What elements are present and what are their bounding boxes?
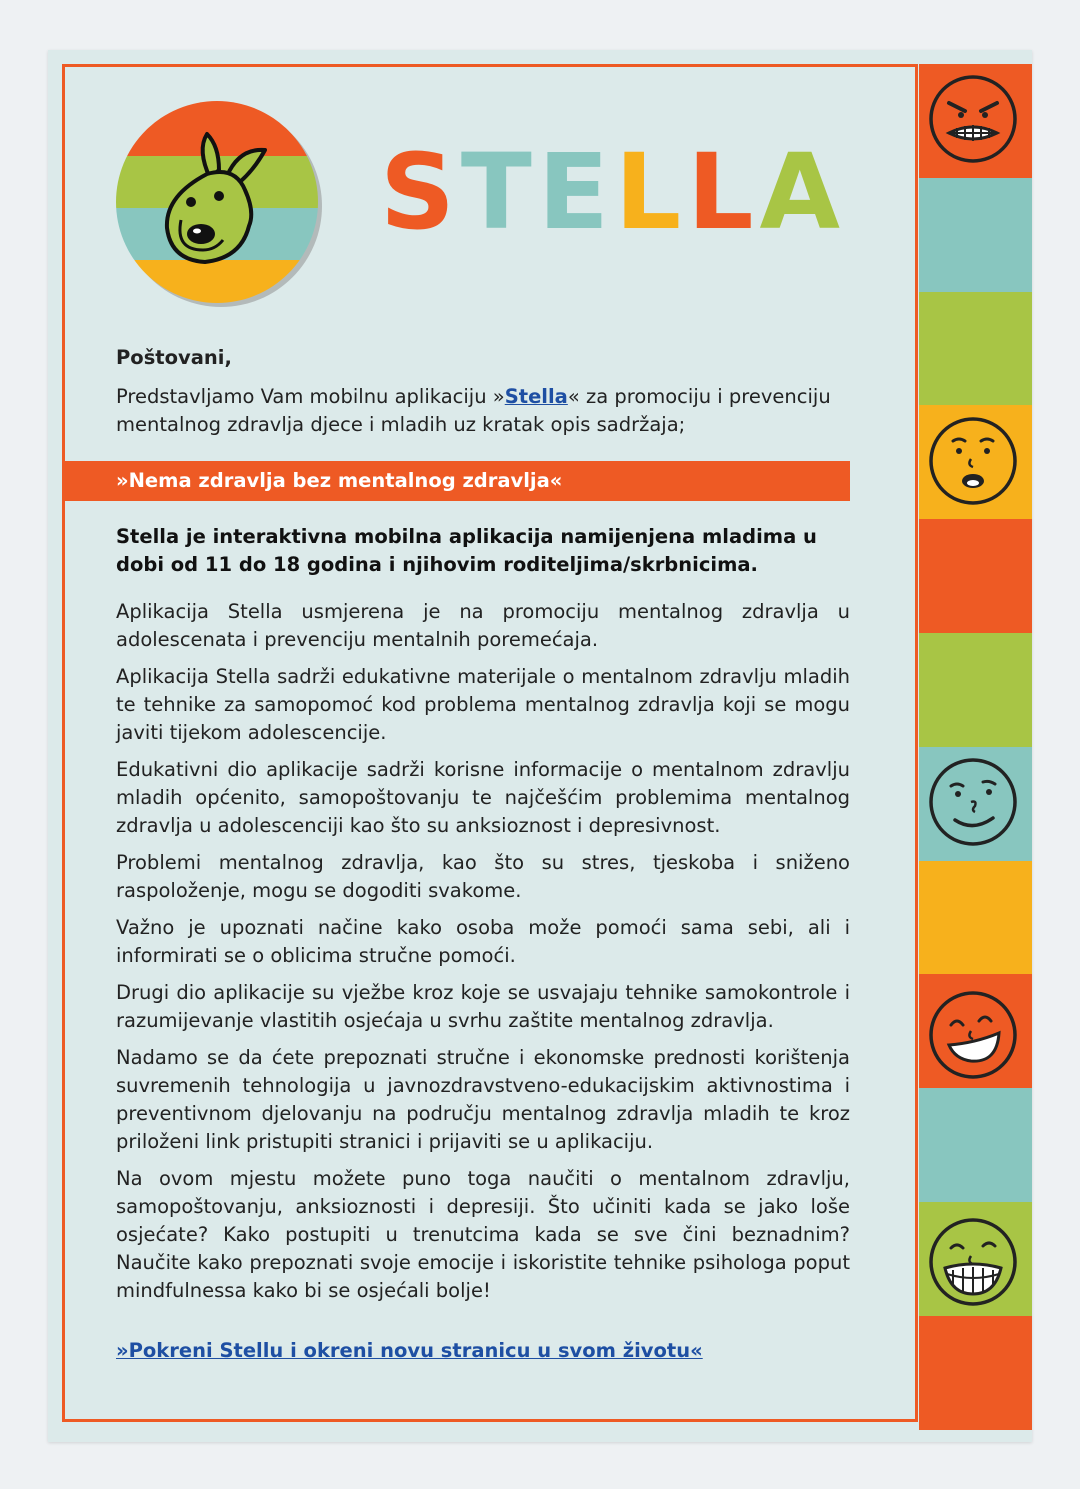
brand-title-letter: L	[614, 131, 688, 253]
sidebar-stripe	[919, 178, 1032, 292]
slogan-banner: »Nema zdravlja bez mentalnog zdravlja«	[64, 461, 850, 501]
body-paragraph: Nadamo se da ćete prepoznati stručne i ekonomske prednosti korištenja suvremenih tehnologija u javnozdravstveno-edukacijskim aktivnostima i preventivnom djelovanju na području mentalnog zdravlja mladih te kroz priloženi link pristupiti stranici i prijaviti se u aplikaciju.	[116, 1046, 850, 1153]
intro-paragraph	[116, 383, 850, 439]
lead-paragraph: Stella je interaktivna mobilna aplikacija namijenjena mladima u dobi od 11 do 18 godina i njihovim roditeljima/skrbnicima.	[116, 525, 817, 576]
body-paragraph: Drugi dio aplikacije su vježbe kroz koje se usvajaju tehnike samokontrole i razumijevanje vlastitih osjećaja u svrhu zaštite mentalnog zdravlja.	[116, 981, 850, 1032]
body-paragraph: Aplikacija Stella sadrži edukativne materijale o mentalnom zdravlju mladih te tehnike za samopomoć kod problema mentalnog zdravlja koji se mogu javiti tijekom adolescencije.	[116, 665, 850, 744]
body-paragraph: Na ovom mjestu možete puno toga naučiti o mentalnom zdravlju, samopoštovanju, anksioznosti i depresiji. Što učiniti kada se jako loše osjećate? Kako postupiti u trenutcima kada se sve čini beznadnim? Naučite kako prepoznati svoje emocije i iskoristite tehnike psihologa poput mindfulnessa kako bi se osjećali bolje!	[116, 1167, 850, 1302]
stella-link[interactable]: Stella	[504, 385, 568, 408]
angry-face-icon	[927, 73, 1019, 165]
brand-title	[380, 131, 846, 253]
body-paragraph: Važno je upoznati načine kako osoba može pomoći sama sebi, ali i informirati se o oblicima stručne pomoći.	[116, 916, 850, 967]
grinning-face-icon	[927, 1216, 1019, 1308]
confused-face-icon	[927, 756, 1019, 848]
surprised-face-icon	[927, 415, 1019, 507]
brand-title-letter: E	[537, 131, 615, 253]
intro-text-before: Predstavljamo Vam mobilnu aplikaciju »	[116, 385, 505, 408]
intro-text-after: « za promociju i prevenciju mentalnog zdravlja djece i mladih uz kratak opis sadržaja;	[116, 385, 831, 436]
sidebar-stripe	[919, 1088, 1032, 1202]
greeting: Poštovani,	[116, 346, 232, 369]
sidebar-stripe	[919, 519, 1032, 633]
body-paragraph: Problemi mentalnog zdravlja, kao što su stres, tjeskoba i sniženo raspoloženje, mogu se dogoditi svakome.	[116, 851, 850, 902]
body-paragraph: Aplikacija Stella usmjerena je na promociju mentalnog zdravlja u adolescenata i prevenciju mentalnih poremećaja.	[116, 600, 850, 651]
sidebar-stripe	[919, 861, 1032, 975]
brand-title-letter: A	[759, 131, 846, 253]
sidebar-stripe	[919, 292, 1032, 406]
body-paragraph: Edukativni dio aplikacije sadrži korisne informacije o mentalnom zdravlju mladih općenito, samopoštovanju te najčešćim problemima mentalnog zdravlja u adolescenciji kao što su anksioznost i depresivnost.	[116, 758, 850, 837]
sidebar-stripe	[919, 633, 1032, 747]
brand-title-letter: S	[380, 131, 461, 253]
sidebar-stripe	[919, 1316, 1032, 1430]
launch-stella-link[interactable]: »Pokreni Stellu i okreni novu stranicu u svom životu«	[116, 1339, 703, 1362]
body-paragraphs	[116, 598, 850, 1314]
laughing-face-icon	[927, 989, 1019, 1081]
kangaroo-face-icon	[115, 100, 325, 310]
brand-title-letter: T	[460, 131, 538, 253]
brand-title-letter: L	[687, 131, 760, 253]
